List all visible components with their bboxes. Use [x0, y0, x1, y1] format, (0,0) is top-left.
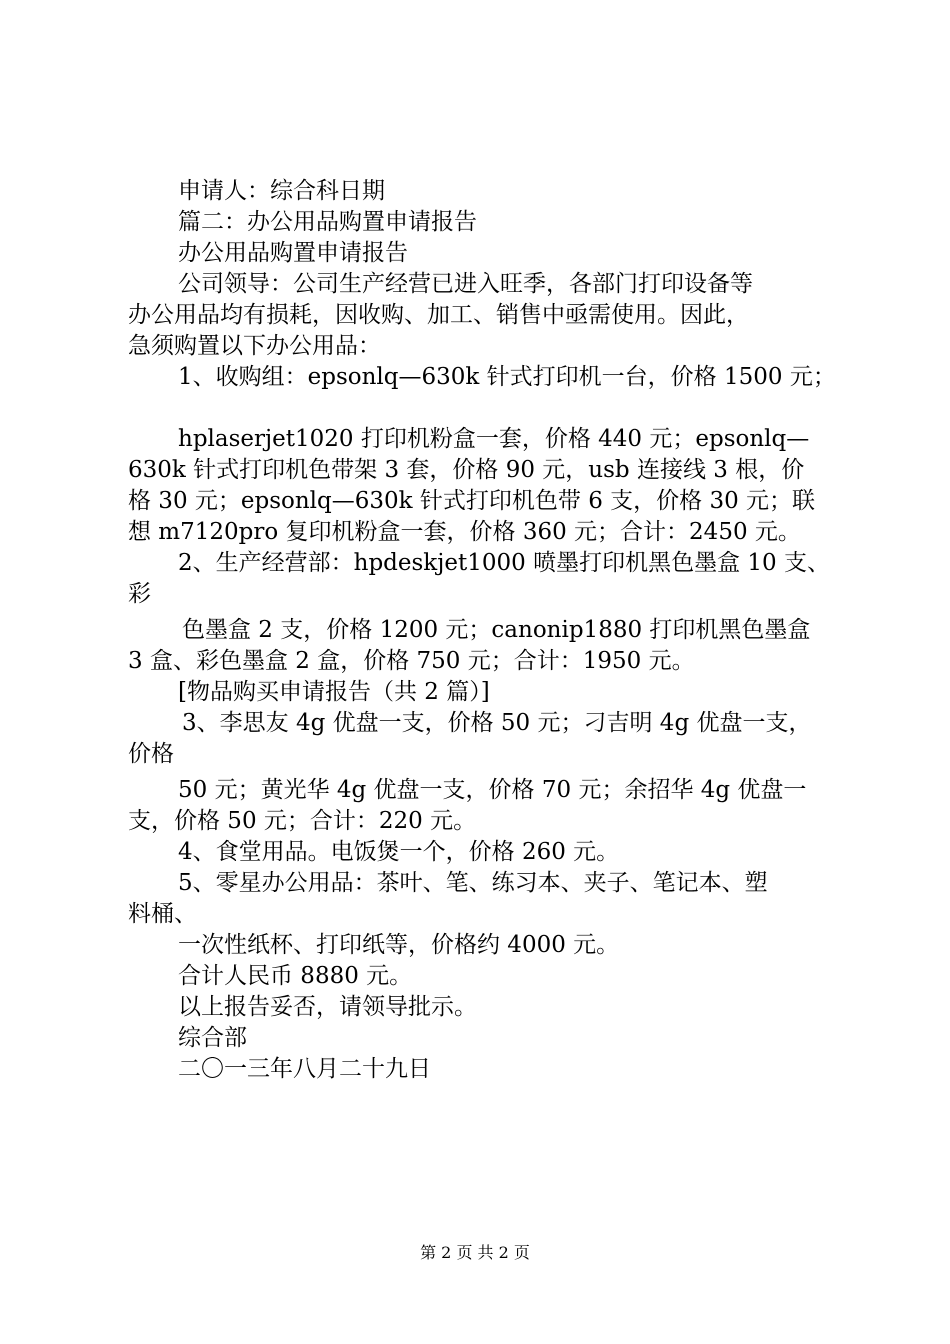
- item-3-line: 3、李思友 4g 优盘一支，价格 50 元；刁吉明 4g 优盘一支，: [182, 710, 812, 736]
- item-3-continuation: 50 元；黄光华 4g 优盘一支，价格 70 元；余招华 4g 优盘一: [178, 777, 807, 803]
- item-3-continuation: 支，价格 50 元；合计：220 元。: [128, 808, 477, 834]
- item-2-line: 2、生产经营部：hpdeskjet1000 喷墨打印机黑色墨盒 10 支、: [178, 550, 830, 576]
- body-line: 急须购置以下办公用品：: [128, 333, 381, 359]
- item-2-wrap: 彩: [128, 581, 151, 607]
- item-2-continuation: 色墨盒 2 支，价格 1200 元；canonip1880 打印机黑色墨盒: [182, 617, 811, 643]
- item-1-line: 1、收购组：epsonlq—630k 针式打印机一台，价格 1500 元；: [178, 364, 836, 390]
- total-line: 合计人民币 8880 元。: [178, 963, 413, 989]
- salutation-line: 公司领导：公司生产经营已进入旺季，各部门打印设备等: [178, 271, 753, 297]
- item-5-continuation: 一次性纸杯、打印纸等，价格约 4000 元。: [178, 932, 620, 958]
- item-3-wrap: 价格: [128, 741, 174, 767]
- item-2-continuation: 3 盒、彩色墨盒 2 盒，价格 750 元；合计：1950 元。: [128, 648, 695, 674]
- body-line: 办公用品均有损耗，因收购、加工、销售中亟需使用。因此，: [128, 302, 749, 328]
- applicant-line: 申请人：综合科日期: [178, 178, 385, 204]
- closing-line: 以上报告妥否，请领导批示。: [178, 994, 477, 1020]
- document-body: [128, 176, 840, 1085]
- item-1-continuation: 格 30 元；epsonlq—630k 针式打印机色带 6 支，价格 30 元；联: [128, 488, 816, 514]
- item-5-line: 5、零星办公用品：茶叶、笔、练习本、夹子、笔记本、塑: [178, 870, 768, 896]
- report-title: 办公用品购置申请报告: [178, 240, 408, 266]
- item-1-continuation: 630k 针式打印机色带架 3 套，价格 90 元，usb 连接线 3 根，价: [128, 457, 805, 483]
- date-line: 二〇一三年八月二十九日: [178, 1056, 431, 1082]
- department-signature: 综合部: [178, 1025, 247, 1051]
- page-number: 第 2 页 共 2 页: [420, 1243, 530, 1262]
- item-5-wrap: 料桶、: [128, 901, 197, 927]
- bracket-note: [物品购买申请报告（共 2 篇）]: [178, 679, 490, 705]
- item-1-continuation: 想 m7120pro 复印机粉盒一套，价格 360 元；合计：2450 元。: [128, 519, 801, 545]
- item-1-continuation: hplaserjet1020 打印机粉盒一套，价格 440 元；epsonlq—: [178, 426, 810, 452]
- section-heading: 篇二：办公用品购置申请报告: [178, 209, 477, 235]
- item-4-line: 4、食堂用品。电饭煲一个，价格 260 元。: [178, 839, 620, 865]
- page-footer: [0, 1243, 950, 1263]
